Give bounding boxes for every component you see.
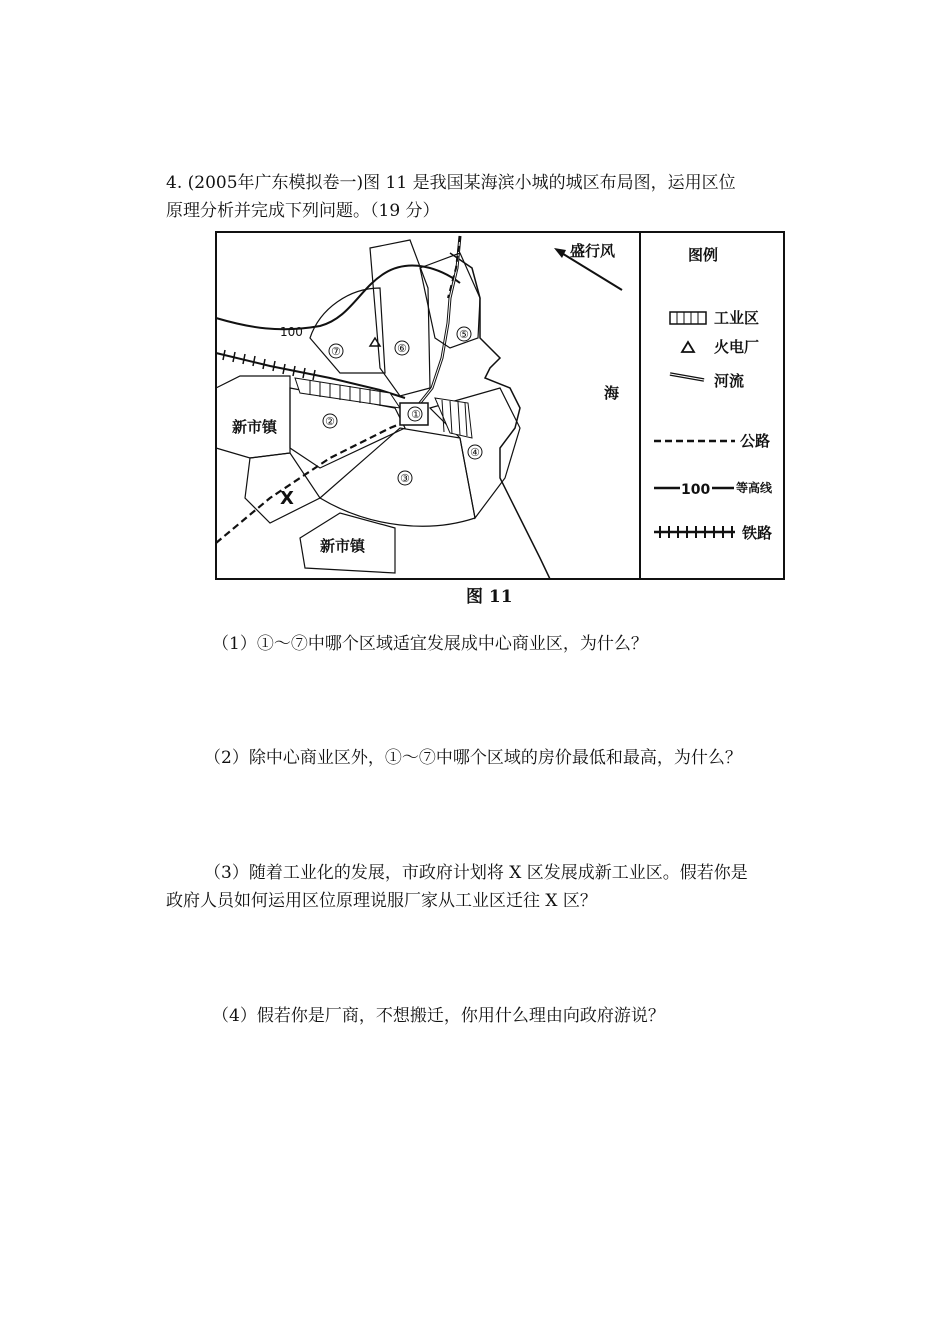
new-town-north: [216, 376, 290, 458]
legend: [654, 246, 773, 542]
legend-contour-value: 100: [681, 482, 711, 498]
zone-7: [310, 288, 385, 373]
wind-label: 盛行风: [570, 242, 616, 260]
legend-power-plant-icon: [682, 342, 694, 352]
question-intro-line2: 原理分析并完成下列问题。（19 分）: [166, 201, 440, 221]
legend-industrial-label: 工业区: [714, 309, 760, 327]
river: [410, 236, 460, 418]
legend-contour-label: 等高线: [736, 481, 773, 495]
new-town-label-north: 新市镇: [232, 418, 278, 436]
legend-title: 图例: [688, 246, 719, 264]
question-3-line1: （3）随着工业化的发展，市政府计划将 X 区发展成新工业区。假若你是: [204, 863, 748, 883]
legend-railway-label: 铁路: [742, 524, 773, 542]
zone-label-2: ②: [325, 415, 335, 428]
question-intro-line1: 4. (2005年广东模拟卷一)图 11 是我国某海滨小城的城区布局图，运用区位: [166, 173, 736, 193]
contour-label: 100: [280, 325, 303, 339]
map-frame: [216, 232, 784, 579]
question-3-line2: 政府人员如何运用区位原理说服厂家从工业区迁往 X 区？: [166, 891, 597, 911]
sea-label: 海: [604, 384, 620, 402]
zone-label-6: ⑥: [397, 342, 407, 355]
zone-label-3: ③: [400, 472, 410, 485]
legend-road-label: 公路: [740, 432, 771, 450]
legend-river-label: 河流: [714, 372, 745, 390]
question-1: （1）①～⑦中哪个区域适宜发展成中心商业区，为什么？: [212, 634, 648, 654]
power-plant-icon: [370, 338, 380, 346]
city-layout-map: [210, 228, 788, 582]
zone-3: [320, 428, 475, 526]
industrial-zone: [295, 378, 472, 438]
zone-label-1: ①: [411, 408, 421, 421]
zone-label-4: ④: [470, 446, 480, 459]
x-zone-label: X: [280, 488, 294, 509]
new-town-label-south: 新市镇: [320, 537, 366, 555]
question-4: （4）假若你是厂商，不想搬迁，你用什么理由向政府游说？: [212, 1006, 665, 1026]
zone-label-7: ⑦: [331, 345, 341, 358]
legend-power-plant-label: 火电厂: [714, 338, 760, 356]
figure-caption: 图 11: [466, 587, 513, 607]
legend-industrial-swatch: [670, 312, 706, 324]
question-2: （2）除中心商业区外，①～⑦中哪个区域的房价最低和最高，为什么？: [204, 748, 742, 768]
zone-label-5: ⑤: [459, 328, 469, 341]
